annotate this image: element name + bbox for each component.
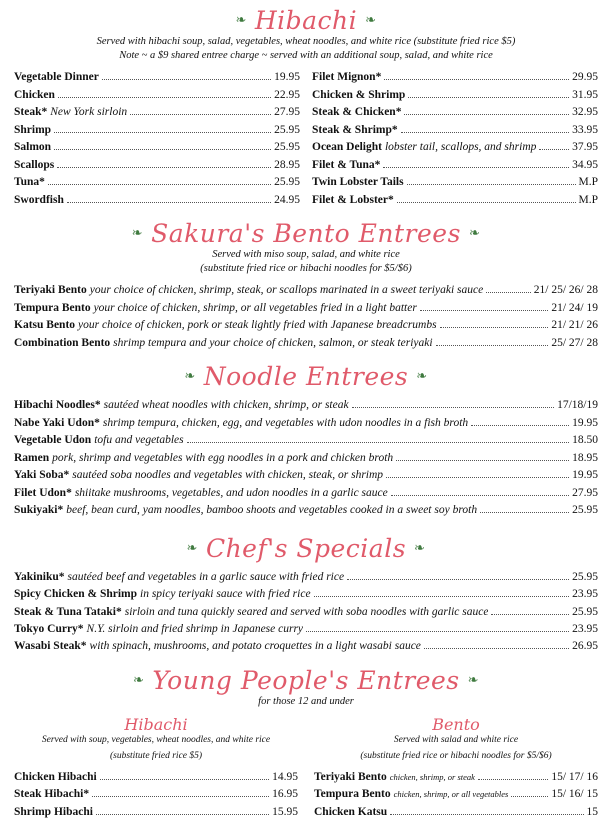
- leader-dots: [67, 195, 271, 202]
- leader-dots: [440, 321, 549, 328]
- leader-dots: [54, 125, 271, 132]
- section-title-chefs-specials: Chef's Specials: [205, 533, 407, 563]
- menu-item[interactable]: [14, 450, 598, 467]
- menu-item[interactable]: [14, 157, 300, 174]
- menu-item[interactable]: [14, 769, 298, 786]
- section-heading-young-peoples: [14, 666, 598, 695]
- item-price: 25.95: [572, 605, 598, 618]
- young-hibachi-heading: Hibachi: [124, 715, 188, 735]
- menu-item[interactable]: [14, 335, 598, 352]
- menu-item[interactable]: [14, 786, 298, 803]
- item-name: Tempura Bento: [314, 788, 391, 801]
- item-name: Nabe Yaki Udon*: [14, 416, 100, 429]
- menu-item[interactable]: [314, 804, 598, 821]
- leader-dots: [404, 108, 569, 115]
- menu-item[interactable]: [314, 786, 598, 803]
- leader-dots: [314, 590, 570, 597]
- item-name: Swordfish: [14, 193, 64, 206]
- section-title-hibachi: Hibachi: [254, 6, 358, 35]
- item-price: 23.95: [572, 623, 598, 635]
- leader-dots: [511, 790, 548, 797]
- menu-item[interactable]: [14, 432, 598, 449]
- item-name: Filet & Lobster*: [312, 193, 394, 206]
- item-name: Filet Udon*: [14, 486, 72, 499]
- menu-item[interactable]: [14, 415, 598, 432]
- menu-item[interactable]: [14, 139, 300, 156]
- item-name: Shrimp: [14, 123, 52, 136]
- leader-dots: [491, 607, 569, 614]
- item-desc: shiitake mushrooms, vegetables, and udon noodles in a garlic sauce: [74, 486, 388, 499]
- item-name: Combination Bento: [14, 336, 111, 349]
- item-name: Tuna*: [14, 176, 45, 189]
- item-price: 21/ 24/ 19: [551, 301, 598, 314]
- item-name: Salmon: [14, 141, 52, 154]
- leader-dots: [384, 73, 569, 80]
- leader-dots: [383, 160, 569, 167]
- leader-dots: [539, 143, 569, 150]
- item-name: Sukiyaki*: [14, 504, 64, 517]
- leader-dots: [396, 453, 569, 460]
- hibachi-column-left: [14, 69, 300, 209]
- young-bento-sub-1: Served with salad and white rice: [393, 735, 519, 746]
- young-peoples-columns: [14, 715, 598, 821]
- item-price: 24.95: [274, 193, 300, 206]
- leader-dots: [471, 418, 569, 425]
- section-heading-hibachi: [14, 6, 598, 35]
- leaf-ornament-icon: ❧: [365, 13, 377, 28]
- item-price: 18.50: [572, 434, 598, 447]
- young-peoples-subtitle: for those 12 and under: [258, 695, 354, 707]
- item-desc: N.Y. sirloin and fried shrimp in Japanese curry: [86, 623, 304, 635]
- item-price: 22.95: [274, 88, 300, 101]
- item-price: 27.95: [274, 106, 300, 119]
- item-desc: shrimp tempura, chicken, egg, and vegetables with udon noodles in a fish broth: [102, 416, 469, 429]
- item-name: Ramen: [14, 451, 50, 464]
- item-name: Filet Mignon*: [312, 71, 382, 84]
- item-price: M.P: [578, 193, 598, 206]
- menu-item[interactable]: [14, 87, 300, 104]
- item-price: 32.95: [572, 106, 598, 119]
- leader-dots: [436, 339, 549, 346]
- menu-item[interactable]: [312, 192, 598, 209]
- item-name: Steak & Chicken*: [312, 106, 402, 119]
- item-name: Steak & Tuna Tataki*: [14, 605, 122, 618]
- leader-dots: [130, 108, 271, 115]
- item-name: Steak Hibachi*: [14, 788, 90, 801]
- young-bento-sub-2: (substitute fried rice or hibachi noodles for $5/$6): [360, 750, 552, 761]
- leader-dots: [407, 178, 576, 185]
- menu-item[interactable]: [314, 769, 598, 786]
- leader-dots: [347, 572, 569, 579]
- young-bento-heading: Bento: [432, 715, 480, 735]
- leader-dots: [306, 625, 569, 632]
- leader-dots: [391, 488, 569, 495]
- section-title-young-peoples: Young People's Entrees: [152, 665, 460, 695]
- item-price: 21/ 25/ 26/ 28: [533, 284, 598, 297]
- hibachi-subtitle-1: Served with hibachi soup, salad, vegetables, wheat noodles, and white rice (substitute fried rice $5): [96, 36, 516, 47]
- menu-item[interactable]: [312, 174, 598, 191]
- item-name: Steak*: [14, 106, 48, 119]
- menu-item[interactable]: [14, 621, 598, 638]
- item-price: 15.95: [272, 805, 298, 818]
- leader-dots: [478, 772, 548, 779]
- item-price: 25.95: [274, 176, 300, 189]
- menu-item[interactable]: [14, 69, 300, 86]
- menu-item[interactable]: [14, 485, 598, 502]
- leader-dots: [54, 143, 271, 150]
- section-heading-chefs-specials: [14, 534, 598, 563]
- leader-dots: [100, 772, 269, 779]
- menu-item[interactable]: [14, 502, 598, 519]
- item-price: 25.95: [274, 123, 300, 136]
- leaf-ornament-icon: ❧: [186, 540, 198, 556]
- item-price: 16.95: [272, 788, 298, 801]
- leaf-ornament-icon: ❧: [235, 13, 247, 28]
- item-desc: sautéed soba noodles and vegetables with chicken, steak, or shrimp: [72, 469, 384, 482]
- leaf-ornament-icon: ❧: [131, 226, 144, 242]
- item-price: 33.95: [572, 123, 598, 136]
- menu-item[interactable]: [312, 69, 598, 86]
- leader-dots: [96, 807, 269, 814]
- item-price: 15: [586, 805, 598, 818]
- leader-dots: [408, 91, 569, 98]
- item-name: Twin Lobster Tails: [312, 176, 404, 189]
- item-desc: sautéed wheat noodles with chicken, shrimp, or steak: [103, 399, 349, 412]
- item-price: 15/ 17/ 16: [551, 770, 598, 783]
- item-name: Wasabi Steak*: [14, 640, 87, 653]
- bento-subtitle-1: Served with miso soup, salad, and white rice: [212, 249, 400, 261]
- item-price: 23.95: [572, 588, 598, 601]
- item-price: 19.95: [572, 416, 598, 429]
- item-name: Vegetable Udon: [14, 434, 92, 447]
- leader-dots: [486, 286, 531, 293]
- young-hibachi-sub-1: Served with soup, vegetables, wheat noodles, and white rice: [41, 735, 271, 746]
- menu-item[interactable]: [14, 604, 598, 621]
- item-price: 25.95: [572, 504, 598, 517]
- chefs-specials-items: [14, 569, 598, 656]
- young-peoples-bento: [314, 715, 598, 821]
- item-name: Teriyaki Bento: [314, 770, 387, 783]
- young-peoples-hibachi: [14, 715, 298, 821]
- menu-item[interactable]: [14, 397, 598, 414]
- noodle-items: [14, 397, 598, 519]
- item-price: 18.95: [572, 451, 598, 464]
- item-desc: beef, bean curd, yam noodles, bamboo shoots and vegetables cooked in a sweet soy broth: [66, 504, 478, 517]
- item-name: Yaki Soba*: [14, 469, 70, 482]
- item-desc: pork, shrimp and vegetables with egg noodles in a pork and chicken broth: [52, 451, 394, 464]
- menu-item[interactable]: [312, 87, 598, 104]
- item-price: 31.95: [572, 88, 598, 101]
- leader-dots: [390, 807, 583, 814]
- leader-dots: [92, 790, 269, 797]
- leader-dots: [397, 195, 576, 202]
- menu-item[interactable]: [14, 586, 598, 603]
- item-price: 28.95: [274, 158, 300, 171]
- item-name: Hibachi Noodles*: [14, 399, 101, 412]
- section-title-noodle: Noodle Entrees: [203, 362, 409, 392]
- item-name: Chicken Hibachi: [14, 770, 97, 783]
- menu-item[interactable]: [14, 317, 598, 334]
- menu-item[interactable]: [312, 104, 598, 121]
- item-name: Ocean Delight: [312, 141, 382, 154]
- item-price: 15/ 16/ 15: [551, 788, 598, 801]
- leader-dots: [424, 642, 569, 649]
- menu-item[interactable]: [14, 122, 300, 139]
- leaf-ornament-icon: ❧: [468, 226, 481, 242]
- leader-dots: [352, 401, 555, 408]
- menu-item[interactable]: [14, 174, 300, 191]
- item-price: 37.95: [572, 141, 598, 154]
- hibachi-items: [14, 69, 598, 209]
- leader-dots: [102, 73, 271, 80]
- item-desc: lobster tail, scallops, and shrimp: [384, 141, 537, 154]
- leader-dots: [48, 178, 271, 185]
- item-desc: with spinach, mushrooms, and potato croquettes in a light wasabi sauce: [89, 640, 421, 653]
- item-desc: your choice of chicken, shrimp, steak, or scallops marinated in a sweet teriyaki sauce: [89, 284, 484, 297]
- menu-item[interactable]: [14, 569, 598, 586]
- menu-item[interactable]: [14, 804, 298, 821]
- item-price: 34.95: [572, 158, 598, 171]
- item-desc: sirloin and tuna quickly seared and served with soba noodles with garlic sauce: [124, 605, 489, 618]
- menu-item[interactable]: [14, 192, 300, 209]
- item-name: Chicken Katsu: [314, 805, 388, 818]
- item-name: Steak & Shrimp*: [312, 123, 398, 136]
- item-price: 21/ 21/ 26: [551, 319, 598, 332]
- item-desc: your choice of chicken, shrimp, or all vegetables fried in a light batter: [93, 301, 417, 314]
- menu-item[interactable]: [14, 104, 300, 121]
- menu-item[interactable]: [14, 282, 598, 299]
- item-name: Chicken & Shrimp: [312, 88, 406, 101]
- leader-dots: [420, 304, 549, 311]
- item-price: M.P: [578, 176, 598, 189]
- item-name: Teriyaki Bento: [14, 284, 87, 297]
- item-price: 19.95: [572, 469, 598, 482]
- item-name: Tempura Bento: [14, 301, 91, 314]
- item-price: 26.95: [572, 640, 598, 653]
- item-price: 25.95: [274, 141, 300, 154]
- hibachi-subtitle-2: Note ~ a $9 shared entree charge ~ served with an additional soup, salad, and white rice: [119, 50, 493, 62]
- item-price: 19.95: [274, 71, 300, 84]
- leaf-ornament-icon: ❧: [416, 369, 428, 385]
- menu-item[interactable]: [312, 122, 598, 139]
- item-desc: sautéed beef and vegetables in a garlic sauce with fried rice: [67, 570, 345, 583]
- item-name: Vegetable Dinner: [14, 71, 99, 84]
- menu-item[interactable]: [14, 300, 598, 317]
- leader-dots: [386, 471, 569, 478]
- item-desc: chicken, shrimp, or all vegetables: [393, 789, 509, 800]
- item-name: Spicy Chicken & Shrimp: [14, 588, 138, 601]
- leader-dots: [57, 160, 271, 167]
- leaf-ornament-icon: ❧: [132, 672, 145, 688]
- item-price: 25/ 27/ 28: [551, 336, 598, 349]
- menu-item[interactable]: [14, 638, 598, 655]
- item-name: Katsu Bento: [14, 319, 76, 332]
- item-name: Shrimp Hibachi: [14, 805, 93, 818]
- item-desc: your choice of chicken, pork or steak lightly fried with Japanese breadcrumbs: [78, 319, 437, 332]
- leaf-ornament-icon: ❧: [414, 540, 426, 556]
- item-desc: tofu and vegetables: [94, 434, 184, 447]
- bento-items: [14, 282, 598, 352]
- item-desc: in spicy teriyaki sauce with fried rice: [140, 588, 311, 601]
- leader-dots: [401, 125, 570, 132]
- young-hibachi-sub-2: (substitute fried rice $5): [109, 750, 203, 761]
- item-desc: shrimp tempura and your choice of chicken, salmon, or steak teriyaki: [113, 336, 433, 349]
- item-name: Tokyo Curry*: [14, 623, 84, 635]
- section-title-bento: Sakura's Bento Entrees: [151, 219, 461, 249]
- item-name: Chicken: [14, 88, 55, 101]
- item-name: Yakiniku*: [14, 570, 65, 583]
- menu-item[interactable]: [312, 139, 598, 156]
- item-desc: chicken, shrimp, or steak: [389, 771, 475, 782]
- item-name: Filet & Tuna*: [312, 158, 381, 171]
- section-heading-bento: [14, 219, 598, 248]
- section-heading-noodle: [14, 362, 598, 391]
- item-name: Scallops: [14, 158, 55, 171]
- item-price: 17/18/19: [557, 399, 598, 412]
- leader-dots: [187, 436, 569, 443]
- item-price: 27.95: [572, 486, 598, 499]
- leader-dots: [480, 506, 569, 513]
- item-price: 14.95: [272, 770, 298, 783]
- menu-item[interactable]: [14, 467, 598, 484]
- item-price: 25.95: [572, 570, 598, 583]
- leader-dots: [58, 91, 271, 98]
- hibachi-column-right: [312, 69, 598, 209]
- leaf-ornament-icon: ❧: [184, 369, 196, 385]
- item-price: 29.95: [572, 71, 598, 84]
- bento-subtitle-2: (substitute fried rice or hibachi noodles for $5/$6): [200, 263, 412, 275]
- leaf-ornament-icon: ❧: [467, 672, 480, 688]
- menu-item[interactable]: [312, 157, 598, 174]
- item-desc: New York sirloin: [50, 106, 128, 119]
